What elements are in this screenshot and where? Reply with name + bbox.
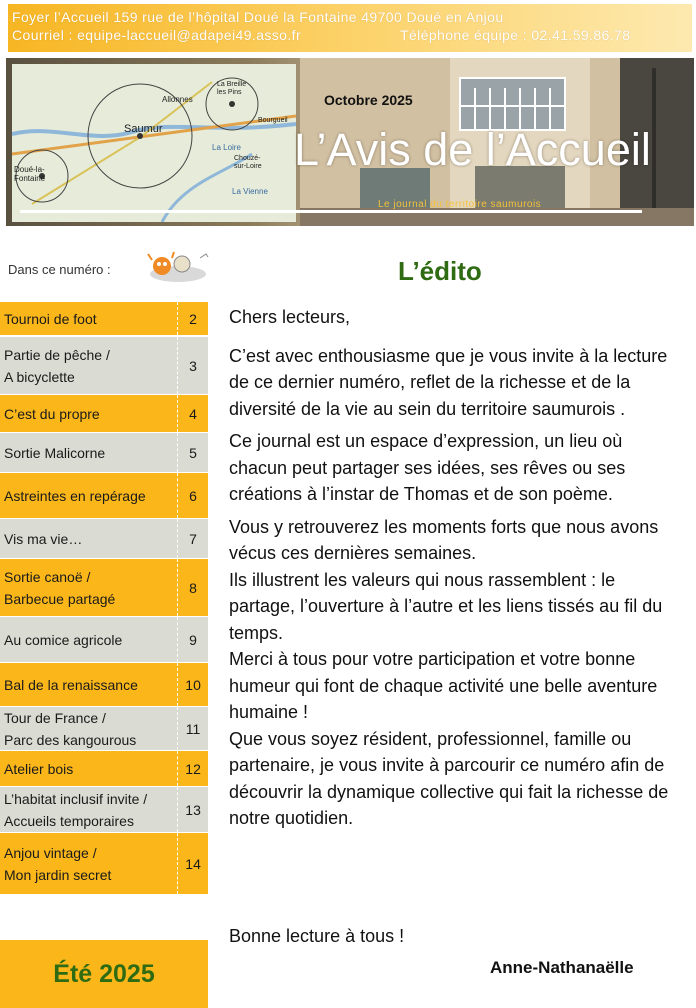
season-label: Été 2025	[0, 940, 208, 1008]
toc-item-page: 4	[177, 395, 208, 432]
toc-item	[0, 662, 208, 706]
svg-text:Chouzé-: Chouzé-	[234, 155, 261, 162]
map-image	[12, 64, 296, 222]
toc-item	[0, 472, 208, 518]
toc-item-page: 7	[177, 519, 208, 558]
toc-item-title: Partie de pêche / A bicyclette	[4, 346, 110, 385]
svg-text:Allonnes: Allonnes	[162, 95, 193, 104]
toc-item-page: 5	[177, 433, 208, 472]
email-line: Courriel : equipe-laccueil@adapei49.asso.fr	[12, 27, 302, 43]
toc-item-page: 6	[177, 473, 208, 518]
svg-text:Doué-la-: Doué-la-	[14, 165, 45, 174]
edito-paragraph: Vous y retrouverez les moments forts que nous avons vécus ces dernières semaines.	[229, 516, 659, 563]
address-line: Foyer l’Accueil 159 rue de l’hôpital Doué la Fontaine 49700 Doué en Anjou	[12, 9, 504, 25]
edito-paragraph: Merci à tous pour votre participation et votre bonne humeur qui font de chaque activité une belle aventure humaine !	[229, 649, 658, 722]
toc-item-page: 14	[177, 833, 208, 894]
toc-item	[0, 336, 208, 394]
toc-label: Dans ce numéro :	[8, 262, 111, 277]
toc-item-page: 2	[177, 302, 208, 335]
edito-paragraph: C’est avec enthousiasme que je vous invite à la lecture de ce dernier numéro, reflet de la richesse et de la diversité de la vie au sein du territoire saumurois .	[229, 345, 668, 419]
edito-paragraph: Ce journal est un espace d’expression, un lieu où chacun peut partager ses idées, ses rêves ou ses créations à l’instar de Thomas et de son poème.	[229, 431, 626, 504]
toc-item-title: Tournoi de foot	[4, 310, 97, 327]
toc-item-page: 9	[177, 617, 208, 662]
toc-item	[0, 706, 208, 750]
issue-date: Octobre 2025	[324, 92, 413, 108]
edito-signature: Anne-Nathanaëlle	[490, 958, 634, 977]
edito-body	[229, 304, 679, 832]
header-bar	[8, 4, 692, 52]
toc-item	[0, 558, 208, 616]
edito-closing: Bonne lecture à tous !	[229, 926, 405, 946]
toc-item	[0, 432, 208, 472]
mascot-illustration	[144, 248, 214, 284]
edito-paragraph: Que vous soyez résident, professionnel, famille ou partenaire, je vous invite à parcourir ce numéro afin de découvrir la dynamique collective qui fait la richesse de notre quotidien.	[229, 728, 669, 828]
toc-item-title: Atelier bois	[4, 760, 74, 777]
toc-item-title: Au comice agricole	[4, 631, 123, 648]
toc-item-title: L’habitat inclusif invite / Accueils temporaires	[4, 790, 148, 829]
edito-greeting: Chers lecteurs,	[229, 307, 351, 327]
toc-item-page: 12	[177, 751, 208, 786]
svg-text:La Loire: La Loire	[212, 143, 241, 152]
toc-item-title: Astreintes en repérage	[4, 487, 146, 504]
contact-line	[12, 27, 631, 43]
toc-item	[0, 394, 208, 432]
phone-line: Téléphone équipe : 02.41.59.86.78	[400, 27, 631, 43]
toc-item-page: 10	[177, 663, 208, 706]
toc-item	[0, 750, 208, 786]
toc-item-title: Sortie canoë / Barbecue partagé	[4, 568, 116, 607]
toc-item-title: Anjou vintage / Mon jardin secret	[4, 844, 112, 883]
newsletter-subtitle: Le journal du territoire saumurois	[378, 199, 542, 210]
toc-item-title: Bal de la renaissance	[4, 676, 138, 693]
svg-text:Saumur: Saumur	[124, 123, 163, 135]
toc-item	[0, 832, 208, 894]
toc-item-page: 8	[177, 559, 208, 616]
svg-text:les Pins: les Pins	[217, 89, 242, 96]
toc-item-title: C’est du propre	[4, 405, 100, 422]
toc-item-title: Sortie Malicorne	[4, 444, 106, 461]
svg-text:La Vienne: La Vienne	[232, 187, 268, 196]
edito-paragraph: Ils illustrent les valeurs qui nous rassemblent : le partage, l’ouverture à l’autre et les liens tissés au fil du temps.	[229, 569, 663, 643]
toc-item-title: Tour de France / Parc des kangourous	[4, 709, 137, 748]
toc-item-page: 11	[177, 707, 208, 750]
toc-item	[0, 302, 208, 335]
toc-item	[0, 786, 208, 832]
toc-item-page: 13	[177, 787, 208, 832]
toc-item-title: Vis ma vie…	[4, 530, 83, 547]
newsletter-title: L’Avis de l’Accueil	[294, 124, 651, 175]
svg-text:Fontaine: Fontaine	[14, 174, 46, 183]
toc-item	[0, 616, 208, 662]
toc-item	[0, 518, 208, 558]
svg-text:La Breille: La Breille	[217, 81, 247, 88]
edito-title: L’édito	[398, 256, 482, 286]
banner	[6, 58, 694, 226]
toc-item-page: 3	[177, 337, 208, 394]
svg-text:Bourgueil: Bourgueil	[258, 117, 288, 124]
svg-text:sur-Loire: sur-Loire	[234, 163, 262, 170]
banner-divider	[20, 210, 642, 213]
